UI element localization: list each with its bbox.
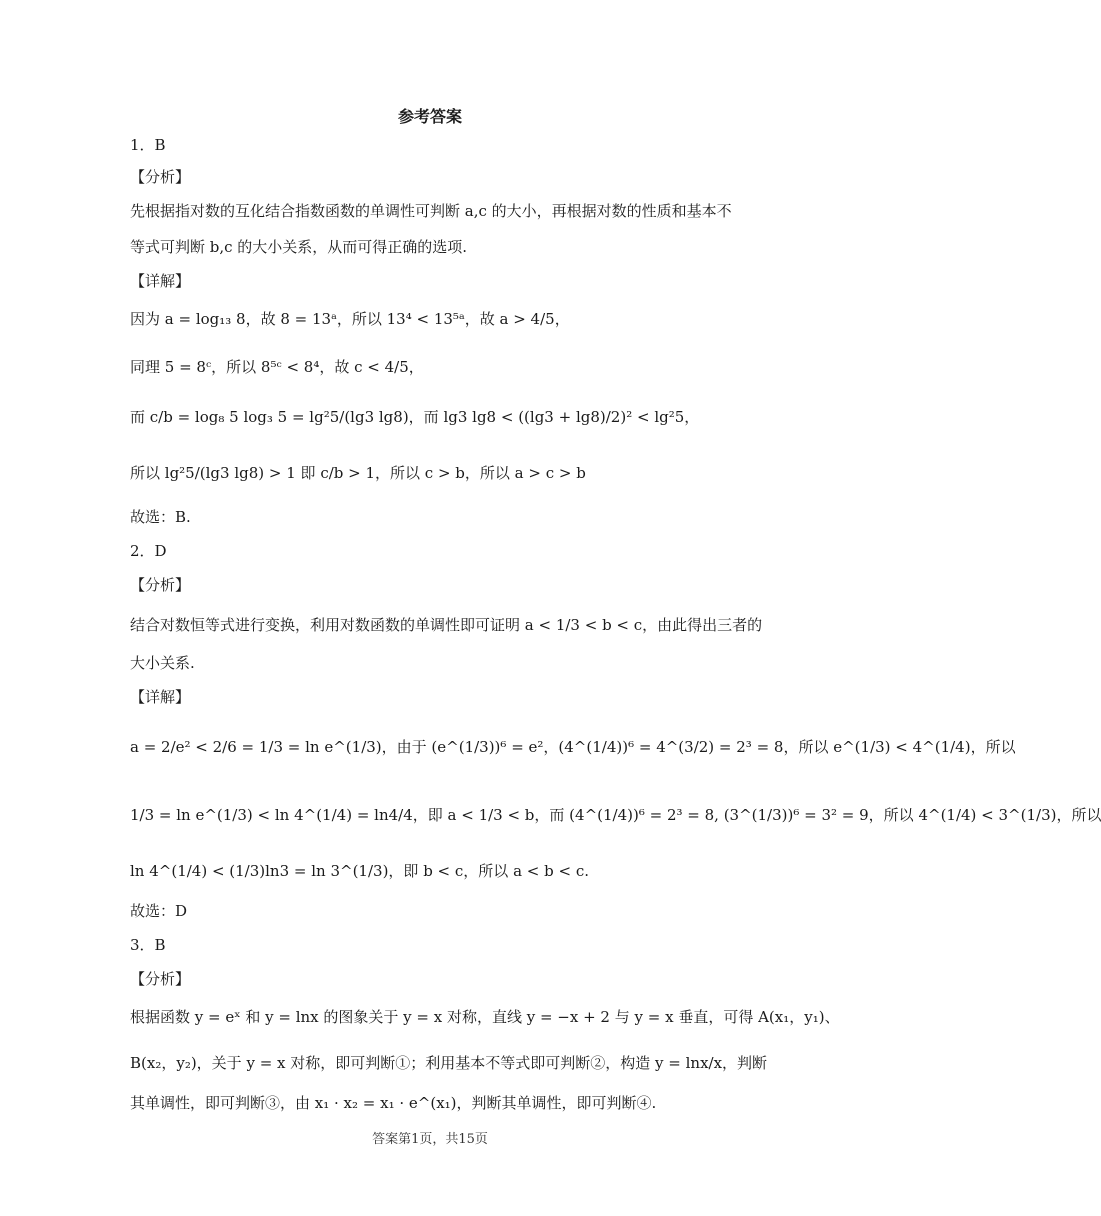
q1-detail-line-2: 同理 5 = 8ᶜ，所以 8⁵ᶜ < 8⁴，故 c < 4/5， <box>130 358 424 376</box>
q2-analysis-label: 【分析】 <box>130 576 191 594</box>
q2-detail-line-3: ln 4^(1/4) < (1/3)ln3 = ln 3^(1/3)，即 b < c，所以 a < b < c. <box>130 862 589 880</box>
q1-analysis-text-1: 先根据指对数的互化结合指数函数的单调性可判断 a,c 的大小，再根据对数的性质和基本不 <box>130 202 732 220</box>
q1-detail-line-4: 所以 lg²5/(lg3 lg8) > 1 即 c/b > 1，所以 c > b，所以 a > c > b <box>130 464 586 482</box>
q1-analysis-text-2: 等式可判断 b,c 的大小关系，从而可得正确的选项. <box>130 238 468 256</box>
q1-detail-line-3: 而 c/b = log₈ 5 log₃ 5 = lg²5/(lg3 lg8)，而 lg3 lg8 < ((lg3 + lg8)/2)² < lg²5， <box>130 408 700 426</box>
q2-analysis-text-1: 结合对数恒等式进行变换，利用对数函数的单调性即可证明 a < 1/3 < b < c，由此得出三者的 <box>130 616 763 634</box>
q1-analysis-label: 【分析】 <box>130 168 191 186</box>
q1-number: 1．B <box>130 136 166 154</box>
q2-analysis-text-2: 大小关系. <box>130 654 195 672</box>
q2-detail-line-2: 1/3 = ln e^(1/3) < ln 4^(1/4) = ln4/4，即 a < 1/3 < b，而 (4^(1/4))⁶ = 2³ = 8, (3^(1/3))⁶ = 3² = 9，所以 4^(1/4) < 3^(1/3)，所以 <box>130 806 1101 824</box>
q1-detail-line-1: 因为 a = log₁₃ 8，故 8 = 13ᵃ，所以 13⁴ < 13⁵ᵃ，故 a > 4/5， <box>130 310 570 328</box>
q2-detail-line-1: a = 2/e² < 2/6 = 1/3 = ln e^(1/3)，由于 (e^(1/3))⁶ = e²，(4^(1/4))⁶ = 4^(3/2) = 2³ = 8，所以 e^(1/3) < 4^(1/4)，所以 <box>130 738 1016 756</box>
q3-analysis-text-3: 其单调性，即可判断③，由 x₁ · x₂ = x₁ · e^(x₁)，判断其单调性，即可判断④. <box>130 1094 657 1112</box>
page-footer: 答案第1页，共15页 <box>372 1132 488 1147</box>
q2-number: 2．D <box>130 542 167 560</box>
q2-choice: 故选：D <box>130 902 188 920</box>
page-title: 参考答案 <box>397 107 462 126</box>
q1-choice: 故选：B. <box>130 508 191 526</box>
q3-analysis-text-1: 根据函数 y = eˣ 和 y = lnx 的图象关于 y = x 对称，直线 y = −x + 2 与 y = x 垂直，可得 A(x₁，y₁)、 <box>130 1008 840 1026</box>
q3-analysis-label: 【分析】 <box>130 970 191 988</box>
q3-number: 3．B <box>130 936 166 954</box>
q1-detail-label: 【详解】 <box>130 272 191 290</box>
q2-detail-label: 【详解】 <box>130 688 191 706</box>
q3-analysis-text-2: B(x₂，y₂)，关于 y = x 对称，即可判断①；利用基本不等式即可判断②，构造 y = lnx/x，判断 <box>130 1054 768 1072</box>
